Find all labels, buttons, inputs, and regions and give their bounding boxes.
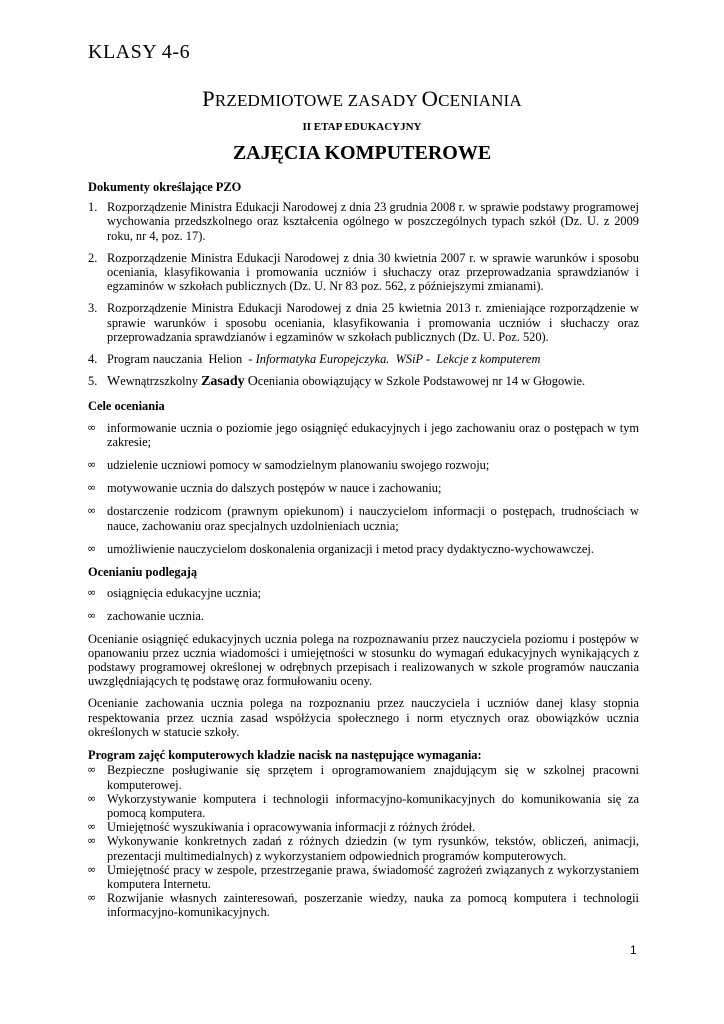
list-number: 3. [88, 301, 98, 316]
list-item-text: Rozporządzenie Ministra Edukacji Narodowej z dnia 23 grudnia 2008 r. w sprawie podstawy programowej wychowania przedszkolnego oraz kształcenia ogólnego w poszczególnych typach szkół (Dz. U. z 2009 roku, nr 4, poz. 17). [107, 200, 639, 243]
infinity-bullet-icon: ∞ [87, 541, 97, 555]
graded-area-item [88, 609, 639, 623]
document-body [88, 180, 639, 920]
list-item-text: osiągnięcia edukacyjne ucznia; [107, 586, 262, 601]
document-list-item [88, 352, 639, 366]
wzo-part-2: ceniania obowiązujący w Szkole Podstawowej nr 14 w Głogowie. [257, 374, 586, 389]
title-part-1: RZEDMIOTOWE ZASADY [214, 91, 422, 110]
graded-areas-heading: Ocenianiu podlegają [88, 565, 198, 580]
infinity-bullet-icon: ∞ [87, 586, 97, 600]
wzo-word-zasady: Zasady [201, 374, 245, 390]
page-number: 1 [630, 943, 637, 957]
infinity-bullet-icon: ∞ [87, 862, 97, 876]
list-item-text: motywowanie ucznia do dalszych postępów w nauce i zachowaniu; [107, 481, 442, 496]
goal-list-item [88, 504, 639, 532]
requirement-list-item [88, 891, 639, 919]
graded-area-item [88, 586, 639, 600]
wzo-initial-w: W [107, 374, 121, 390]
infinity-bullet-icon: ∞ [87, 458, 97, 472]
infinity-bullet-icon: ∞ [87, 609, 97, 623]
infinity-bullet-icon: ∞ [87, 791, 97, 805]
list-number: 1. [88, 200, 98, 215]
requirement-list-item [88, 763, 639, 791]
list-item-text: informowanie ucznia o poziomie jego osiągnięć edukacyjnych i jego zachowaniu oraz o postępach w tym zakresie; [107, 420, 639, 449]
goals-heading: Cele oceniania [88, 399, 165, 414]
infinity-bullet-icon: ∞ [87, 420, 97, 434]
requirement-list-item [88, 820, 639, 834]
requirement-list-item [88, 863, 639, 891]
requirement-list-item [88, 792, 639, 820]
documents-heading: Dokumenty określające PZO [88, 180, 242, 194]
requirements-heading: Program zajęć komputerowych kładzie nacisk na następujące wymagania: [88, 748, 482, 763]
infinity-bullet-icon: ∞ [87, 820, 97, 834]
list-item-text: Umiejętność wyszukiwania i opracowywania informacji z różnych źródeł. [107, 820, 476, 835]
goal-list-item [88, 421, 639, 449]
list-item-text: Bezpieczne posługiwanie się sprzętem i oprogramowaniem znajdującym się w szkolnej pracowni komputerowej. [107, 763, 639, 792]
goal-list-item [88, 458, 639, 472]
list-item-text: dostarczenie rodzicom (prawnym opiekunom) i nauczycielom informacji o postępach, trudnościach w nauce, zachowaniu oraz specjalnych uzdolnieniach ucznia; [107, 504, 639, 533]
list-item-text: Wykonywanie konkretnych zadań z różnych dziedzin (w tym rysunków, tekstów, obliczeń, animacji, prezentacji multimedialnych) z wykorzystaniem odpowiednich programów komputerowych. [107, 834, 639, 863]
infinity-bullet-icon: ∞ [87, 481, 97, 495]
list-number: 2. [88, 250, 98, 265]
list-number: 4. [88, 352, 98, 367]
document-list-item [88, 251, 639, 294]
goal-list-item [88, 542, 639, 556]
title-part-2: CENIANIA [438, 91, 522, 110]
program-titles: Informatyka Europejczyka. WSiP - Lekcje z komputerem [255, 352, 541, 367]
achievement-grading-paragraph: Ocenianie osiągnięć edukacyjnych ucznia polega na rozpoznawaniu przez nauczyciela poziomu i postępów w opanowaniu przez ucznia wiadomości i umiejętności w stosunku do wymagań edukacyjnych wynikających z podstawy programowej określonej w odrębnych przepisach i realizowanych w szkole programów nauczania uwzględniających tę podstawę oraz formułowaniu oceny. [88, 631, 639, 689]
class-range-label: KLASY 4-6 [88, 41, 191, 63]
infinity-bullet-icon: ∞ [87, 891, 97, 905]
list-item-text: Rozporządzenie Ministra Edukacji Narodowej z dnia 25 kwietnia 2013 r. zmieniające rozporządzenie w sprawie warunków i sposobu oceniania, klasyfikowania i promowania uczniów i słuchaczy oraz przeprowadzania sprawdzianów i egzaminów w szkołach publicznych (Dz. U. Poz. 520). [107, 301, 639, 344]
list-item-text: umożliwienie nauczycielom doskonalenia organizacji i metod pracy dydaktyczno-wychowawczej. [107, 541, 594, 556]
list-item-text: Rozwijanie własnych zainteresowań, poszerzanie wiedzy, nauka za pomocą komputera i technologii informacyjno-komunikacyjnych. [107, 891, 639, 920]
behavior-grading-paragraph: Ocenianie zachowania ucznia polega na rozpoznaniu przez nauczyciela i uczniów danej klasy stopnia respektowania przez ucznia zasad współżycia społecznego i norm etycznych oraz obowiązków ucznia określonych w statucie szkoły. [88, 696, 639, 739]
title-initial-o: O [421, 86, 439, 111]
document-list-item [88, 301, 639, 344]
list-number: 5. [88, 374, 98, 389]
wzo-initial-o: O [247, 374, 258, 390]
title-initial-p: P [202, 86, 215, 111]
list-item-text: Rozporządzenie Ministra Edukacji Narodowej z dnia 30 kwietnia 2007 r. w sprawie warunków i sposobu oceniania, klasyfikowania i promowania uczniów i słuchaczy oraz przeprowadzania sprawdzianów i egzaminów w szkołach publicznych (Dz. U. Nr 83 poz. 562, z późniejszymi zmianami). [107, 250, 639, 294]
program-name: Program nauczania Helion - [107, 352, 256, 367]
infinity-bullet-icon: ∞ [87, 504, 97, 518]
list-item-text: Wykorzystywanie komputera i technologii informacyjno-komunikacyjnych do komunikowania się za pomocą komputera. [107, 791, 639, 820]
document-list-item [88, 374, 639, 389]
list-item-text: udzielenie uczniowi pomocy w samodzielnym planowaniu swojego rozwoju; [107, 458, 490, 473]
infinity-bullet-icon: ∞ [87, 834, 97, 848]
document-list-item [88, 200, 639, 243]
goal-list-item [88, 481, 639, 495]
document-title [0, 86, 724, 112]
list-item-text: Umiejętność pracy w zespole, przestrzeganie prawa, świadomość zagrożeń związanych z wykorzystaniem komputera Internetu. [107, 862, 639, 891]
subject-title: ZAJĘCIA KOMPUTEROWE [232, 142, 492, 164]
requirement-list-item [88, 834, 639, 862]
wzo-part-1: ewnątrzszkolny [120, 374, 202, 389]
education-stage: II ETAP EDUKACYJNY [302, 121, 422, 133]
list-item-text: zachowanie ucznia. [107, 609, 205, 624]
infinity-bullet-icon: ∞ [87, 763, 97, 777]
